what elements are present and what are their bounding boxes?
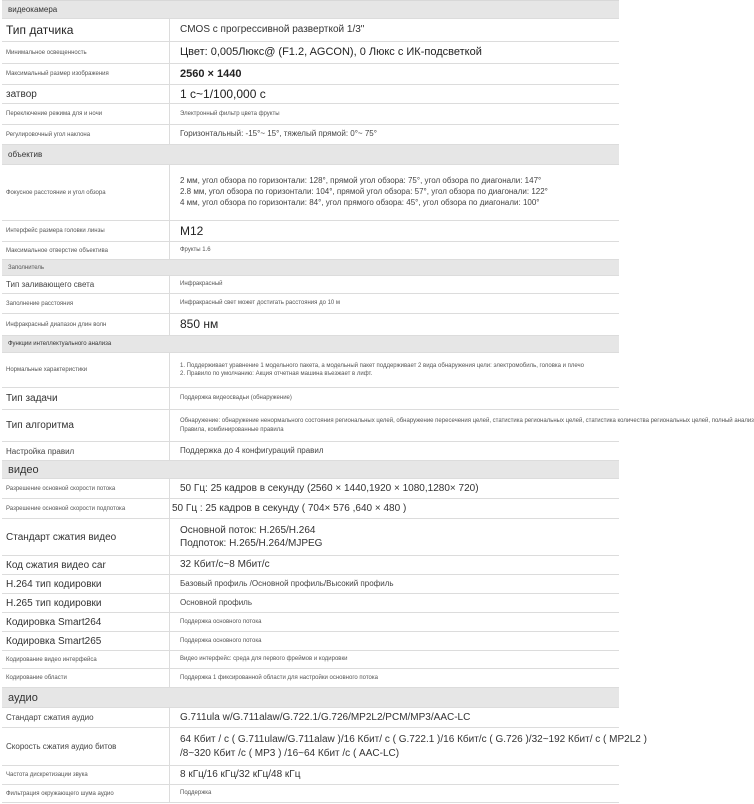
section-title: видеокамера: [8, 5, 58, 14]
spec-label: Кодировка Smart264: [2, 613, 170, 631]
spec-row: [2, 632, 619, 651]
spec-value: 1 с~1/100,000 с: [180, 86, 266, 101]
spec-label: Код сжатия видео car: [2, 556, 170, 574]
spec-label: Максимальное отверстие объектива: [2, 242, 170, 259]
spec-label: Кодирование видео интерфейса: [2, 651, 170, 668]
spec-row: [2, 125, 619, 145]
spec-value: 850 нм: [180, 317, 219, 332]
spec-row: [2, 519, 619, 556]
spec-row: [2, 728, 647, 766]
spec-row: [2, 85, 619, 104]
spec-row: [2, 242, 619, 260]
spec-value: Основной профиль: [180, 597, 253, 607]
spec-row: [2, 556, 619, 575]
spec-row: [2, 479, 619, 499]
spec-label: Разрешение основной скорости подпотока: [2, 499, 170, 518]
spec-value: Обнаружение: обнаружение ненормального состояния региональных целей, обнаружение пересечения целей, статистика региональных целей, статистика количества региональных целей, полный анализ Правила, комбинированные правила: [180, 418, 754, 433]
spec-row: [2, 19, 619, 42]
spec-value: Поддержка 1 фиксированной области для настройки основного потока: [180, 674, 378, 681]
spec-value: Поддержка до 4 конфигураций правил: [180, 445, 324, 455]
spec-label: Тип задачи: [2, 388, 170, 409]
spec-label: H.265 тип кодировки: [2, 594, 170, 612]
spec-label: Регулировочный угол наклона: [2, 125, 170, 144]
spec-row: [2, 221, 619, 242]
spec-label: Частота дискретизации звука: [2, 766, 170, 784]
spec-label: Тип алгоритма: [2, 410, 170, 441]
spec-value: M12: [180, 223, 204, 238]
spec-value: 2 мм, угол обзора по горизонтали: 128°, прямой угол обзора: 75°, угол обзора по диагонали: 147° 2.8 мм, угол обзора по горизонтали: 104°, прямой угол обзора: 57°, угол обзора по диагонали: 122° 4 мм, угол обзора по горизонтали: 84°, угол прямого обзора: 45°, угол обзора по диагонали: 100°: [180, 176, 548, 207]
spec-value: Поддержка видеосвадьи (обнаружение): [180, 395, 292, 402]
spec-label: Стандарт сжатия аудио: [2, 708, 170, 727]
spec-value: 2560 × 1440: [180, 67, 242, 80]
spec-row: [2, 165, 619, 221]
spec-row: [2, 651, 619, 669]
section-title: аудио: [8, 691, 38, 704]
spec-table: [2, 0, 754, 803]
spec-row: [2, 276, 619, 294]
spec-label: Кодировка Smart265: [2, 632, 170, 650]
spec-label: Инфракрасный диапазон длин волн: [2, 314, 170, 335]
spec-value: 50 Гц: 25 кадров в секунду (2560 × 1440,1920 × 1080,1280× 720): [180, 482, 479, 494]
spec-row: [2, 766, 619, 785]
spec-row: [2, 410, 754, 442]
section-title: Функции интеллектуального анализа: [8, 341, 112, 347]
section-header-camera: [2, 1, 619, 19]
spec-value: Поддержка основного потока: [180, 618, 262, 625]
spec-row: [2, 575, 619, 594]
spec-row: [2, 669, 619, 688]
spec-label: Максимальный размер изображения: [2, 64, 170, 84]
spec-value: Видео интерфейс: среда для первого фреймов и кодировки: [180, 656, 348, 663]
spec-value: Базовый профиль /Основной профиль/Высокий профиль: [180, 578, 394, 588]
spec-label: Фокусное расстояние и угол обзора: [2, 165, 170, 220]
spec-value: 32 Кбит/с~8 Мбит/с: [180, 559, 270, 571]
spec-label: Интерфейс размера головки линзы: [2, 221, 170, 241]
spec-row: [2, 499, 619, 519]
section-title: объектив: [8, 150, 43, 159]
spec-row: [2, 613, 619, 632]
spec-label: Тип заливающего света: [2, 276, 170, 293]
spec-value: Фрукты 1.6: [180, 247, 211, 254]
spec-label: Настройка правил: [2, 442, 170, 460]
spec-value: Электронный фильтр цвета фрукты: [180, 110, 280, 117]
spec-row: [2, 42, 619, 64]
spec-row: [2, 314, 619, 336]
spec-label: Кодирование области: [2, 669, 170, 687]
spec-row: [2, 442, 619, 461]
section-header-audio: [2, 688, 619, 708]
spec-value: Цвет: 0,005Люкс@ (F1.2, AGCON), 0 Люкс с ИК-подсветкой: [180, 46, 482, 59]
spec-label: Заполнение расстояния: [2, 294, 170, 313]
spec-value: Поддержка основного потока: [180, 637, 262, 644]
spec-value: Инфракрасный: [180, 281, 223, 288]
section-header-smart-functions: [2, 336, 619, 353]
spec-row: [2, 64, 619, 85]
spec-value: CMOS с прогрессивной разверткой 1/3": [180, 24, 365, 36]
spec-value: Горизонтальный: -15°~ 15°, тяжелый прямой: 0°~ 75°: [180, 129, 377, 139]
spec-value: G.711ula w/G.711alaw/G.722.1/G.726/MP2L2/PCM/MP3/AAC-LC: [180, 711, 471, 723]
spec-label: Фильтрация окружающего шума аудио: [2, 785, 170, 802]
spec-value: 1. Поддерживает уравнение 1 модельного пакета, а модельный пакет поддерживает 2 вида обнаружения цели: электромобиль, головка и плечо 2. Правило по умолчанию: Акция отчетная машина въезжает в лифт.: [180, 362, 585, 377]
spec-label: Переключение режима для и ночи: [2, 104, 170, 124]
spec-label: Скорость сжатия аудио битов: [2, 728, 170, 765]
spec-label: Минимальное освещенность: [2, 42, 170, 63]
spec-row: [2, 104, 619, 125]
spec-row: [2, 294, 619, 314]
spec-row: [2, 785, 619, 803]
spec-row: [2, 708, 619, 728]
spec-row: [2, 594, 619, 613]
spec-label: Стандарт сжатия видео: [2, 519, 170, 555]
spec-value: Основной поток: H.265/H.264 Подпоток: H.265/H.264/MJPEG: [180, 524, 323, 549]
spec-value: 64 Кбит / с ( G.711ulaw/G.711alaw )/16 Кбит/ с ( G.722.1 )/16 Кбит/с ( G.726 )/32~192 Кбит/ с ( MP2L2 ) /8~320 Кбит /с ( MP3 ) /16~64 Кбит /с ( AAC-LC): [180, 734, 647, 759]
spec-label: Тип датчика: [2, 19, 170, 41]
spec-value: Поддержка: [180, 790, 212, 797]
section-title: Заполнитель: [8, 264, 45, 271]
section-title: видео: [8, 463, 39, 476]
spec-label: Нормальные характеристики: [2, 353, 170, 387]
section-header-video: [2, 461, 619, 479]
spec-row: [2, 353, 619, 388]
spec-value: 50 Гц : 25 кадров в секунду ( 704× 576 ,640 × 480 ): [172, 502, 407, 514]
spec-row: [2, 388, 619, 410]
spec-label: H.264 тип кодировки: [2, 575, 170, 593]
section-header-lens: [2, 145, 619, 165]
section-header-fill-light: [2, 260, 619, 276]
spec-label: затвор: [2, 85, 170, 103]
spec-value: 8 кГц/16 кГц/32 кГц/48 кГц: [180, 769, 301, 781]
spec-value: Инфракрасный свет может достигать расстояния до 10 м: [180, 300, 341, 307]
spec-label: Разрешение основной скорости потока: [2, 479, 170, 498]
